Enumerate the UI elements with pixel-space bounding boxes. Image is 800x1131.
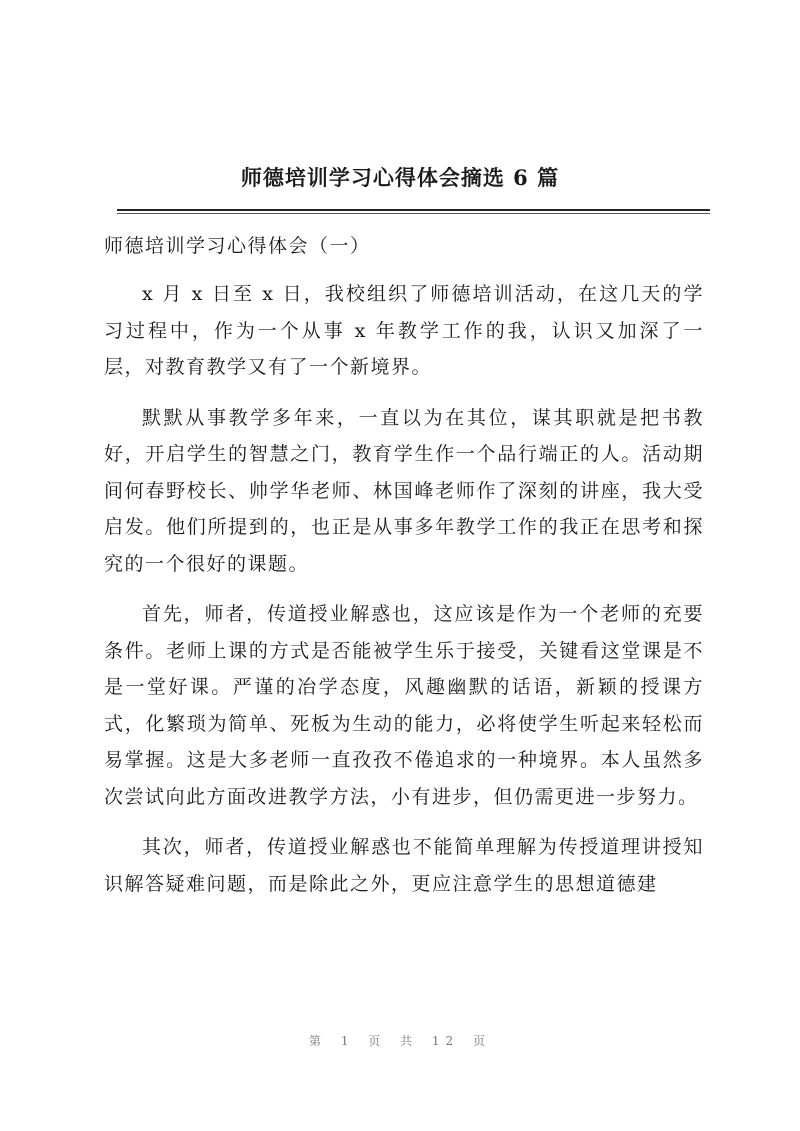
paragraph-1: x 月 x 日至 x 日，我校组织了师德培训活动，在这几天的学习过程中，作为一个从事 x 年教学工作的我，认识又加深了一层，对教育教学又有了一个新境界。 (104, 283, 704, 378)
title-divider-thin (117, 213, 710, 214)
page-number: 第 1 页 共 12 页 (309, 1034, 491, 1048)
page-footer (0, 1032, 800, 1049)
section-heading: 师德培训学习心得体会（一） (104, 235, 371, 257)
paragraph-3: 首先，师者，传道授业解惑也，这应该是作为一个老师的充要条件。老师上课的方式是否能被学生乐于接受，关键看这堂课是不是一堂好课。严谨的冶学态度，风趣幽默的话语，新颖的授课方式，化繁琐为简单、死板为生动的能力，必将使学生听起来轻松而易掌握。这是大多老师一直孜孜不倦追求的一种境界。本人虽然多次尝试向此方面改进教学方法，小有进步，但仍需更进一步努力。 (104, 603, 704, 808)
paragraph-4: 其次，师者，传道授业解惑也不能简单理解为传授道理讲授知识解答疑难问题，而是除此之外，更应注意学生的思想道德建 (104, 836, 704, 895)
document-title: 师德培训学习心得体会摘选 6 篇 (240, 165, 560, 190)
document-body (104, 228, 704, 916)
title-divider (117, 209, 710, 211)
paragraph-2: 默默从事教学多年来，一直以为在其位，谋其职就是把书教好，开启学生的智慧之门，教育学生作一个品行端正的人。活动期间何春野校长、帅学华老师、林国峰老师作了深刻的讲座，我大受启发。他们所提到的，也正是从事多年教学工作的我正在思考和探究的一个很好的课题。 (104, 406, 704, 575)
